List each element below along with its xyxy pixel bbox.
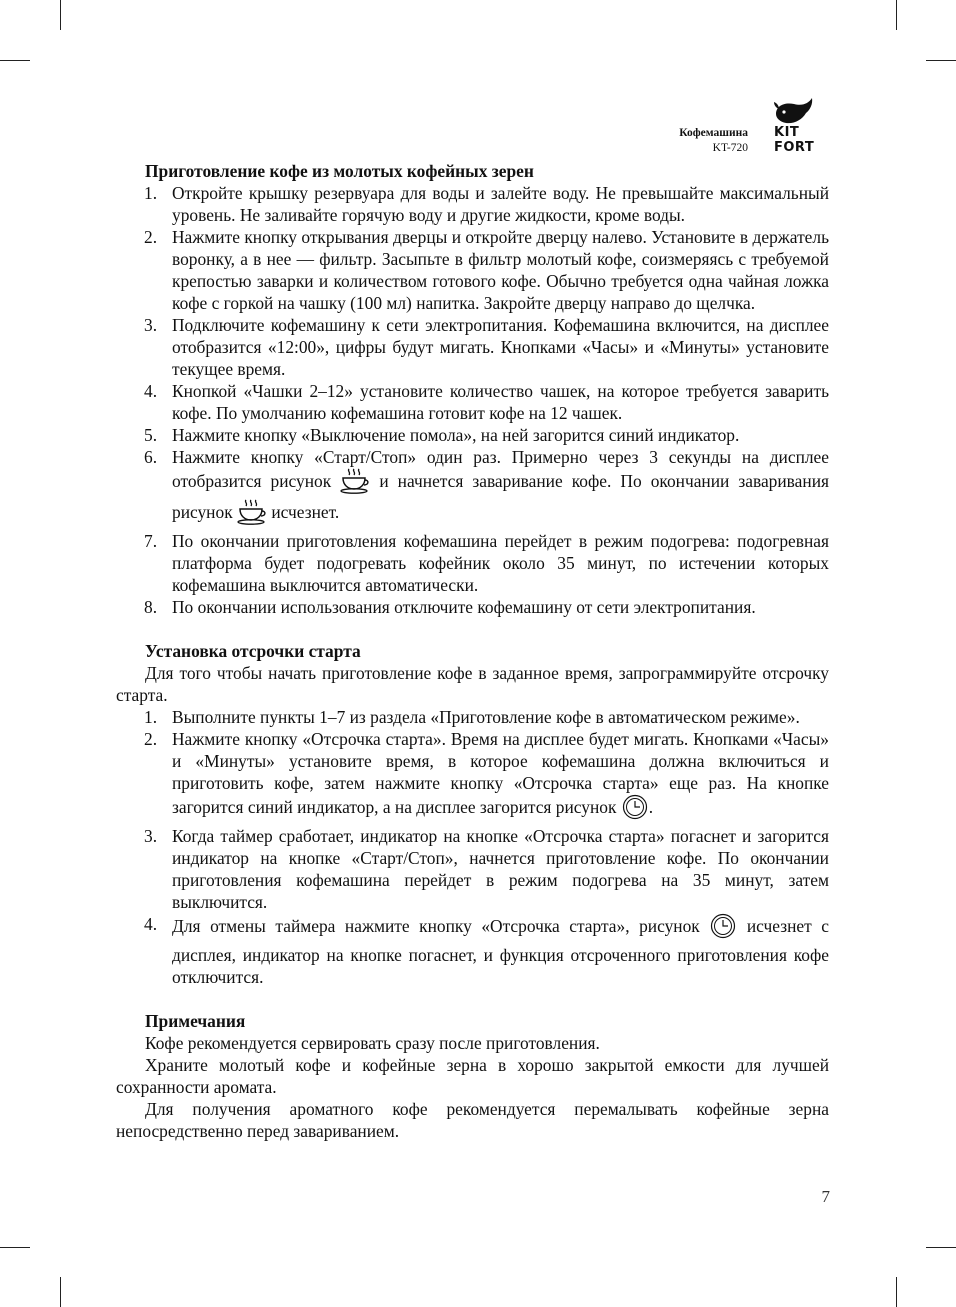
item-text: Нажмите кнопку открывания дверцы и откройте дверцу налево. Установите в держатель воронку, а в нее — фильтр. Засыпьте в фильтр молотый кофе, соизмеряясь с требуемой крепостью заварки и количеством готового кофе. Обычно требуется одна чайная ложка кофе с горкой на чашку (100 мл) напитка. Закройте дверцу направо до щелчка. [172, 227, 829, 313]
item-text: Когда таймер сработает, индикатор на кнопке «Отсрочка старта» погаснет и загорится индикатор на кнопке «Старт/Стоп», начнется приготовление кофе. По окончании приготовления кофемашина перейдет в режим подогрева на 35 минут, затем выключится. [172, 826, 829, 912]
list-item [116, 226, 829, 314]
item-text: Для отмены таймера нажмите кнопку «Отсрочка старта», рисунок [172, 916, 700, 936]
note-paragraph: Кофе рекомендуется сервировать сразу после приготовления. [145, 1033, 600, 1053]
list-item [116, 596, 829, 618]
list-item [116, 728, 829, 825]
item-number: 2. [144, 729, 158, 749]
coffee-cup-icon [340, 468, 370, 499]
list-item [116, 424, 829, 446]
page-header [600, 96, 832, 158]
intro-paragraph: Для того чтобы начать приготовление кофе в заданное время, запрограммируйте отсрочку старта. [116, 663, 829, 705]
item-number: 6. [144, 447, 158, 467]
note-paragraph: Храните молотый кофе и кофейные зерна в хорошо закрытой емкости для лучшей сохранности аромата. [116, 1055, 829, 1097]
item-number: 7. [144, 531, 158, 551]
item-text: Нажмите кнопку «Отсрочка старта». Время на дисплее будет мигать. Кнопками «Часы» и «Минуты» установите время, в которое кофемашина должна включиться и приготовить кофе, затем нажмите кнопку «Отсрочка старта» еще раз. На кнопке загорится синий индикатор, а на дисплее загорится рисунок [172, 729, 829, 817]
list-item [116, 825, 829, 913]
item-number: 3. [144, 826, 158, 846]
item-text: По окончании использования отключите кофемашину от сети электропитания. [172, 597, 756, 617]
item-number: 2. [144, 227, 158, 247]
logo-line: KIT [774, 125, 800, 140]
crop-mark [926, 1247, 956, 1248]
logo-text [774, 125, 834, 155]
item-number: 1. [144, 707, 158, 727]
item-number: 5. [144, 425, 158, 445]
item-text: и начнется заваривание кофе. По окончании заваривания рисунок [172, 471, 829, 522]
page-content [116, 160, 829, 1142]
crop-mark [896, 1277, 897, 1307]
logo-line: FORT [774, 140, 815, 155]
item-number: 4. [144, 381, 158, 401]
item-text: исчезнет с дисплея, индикатор на кнопке погаснет, и функция отсроченного приготовления кофе отключится. [172, 916, 829, 987]
product-label [679, 126, 748, 156]
list-item [116, 913, 829, 988]
item-text: Подключите кофемашину к сети электропитания. Кофемашина включится, на дисплее отобразится «12:00», цифры будут мигать. Кнопками «Часы» и «Минуты» установите текущее время. [172, 315, 829, 379]
list-item [116, 380, 829, 424]
list-item [116, 530, 829, 596]
item-text: Выполните пункты 1–7 из раздела «Приготовление кофе в автоматическом режиме». [172, 707, 800, 727]
list-item [116, 446, 829, 530]
clock-icon [621, 794, 649, 825]
item-text: По окончании приготовления кофемашина перейдет в режим подогрева: подогревная платформа будет подогревать кофейник около 35 минут, по истечении которых кофемашина выключится автоматически. [172, 531, 829, 595]
list-item [116, 314, 829, 380]
steps-list [116, 182, 829, 618]
crop-mark [0, 60, 30, 61]
note-paragraph: Для получения ароматного кофе рекомендуется перемалывать кофейные зерна непосредственно перед завариванием. [116, 1099, 829, 1141]
item-number: 4. [144, 914, 158, 934]
list-item [116, 706, 829, 728]
section-title: Примечания [145, 1011, 246, 1031]
brand-logo [762, 96, 832, 158]
item-text: Откройте крышку резервуара для воды и залейте воду. Не превышайте максимальный уровень. Не заливайте горячую воду и другие жидкости, кроме воды. [172, 183, 829, 225]
steps-list [116, 706, 829, 988]
item-text: Нажмите кнопку «Старт/Стоп» один раз. Примерно через 3 секунды на дисплее отобразится рисунок [172, 447, 829, 491]
item-number: 8. [144, 597, 158, 617]
clock-icon [709, 913, 737, 944]
product-model: KT-720 [712, 142, 748, 154]
section-title: Установка отсрочки старта [145, 641, 361, 661]
item-text: . [648, 797, 654, 817]
crop-mark [926, 60, 956, 61]
crop-mark [0, 1247, 30, 1248]
item-text: исчезнет. [271, 502, 340, 522]
whale-icon [772, 96, 816, 126]
item-number: 1. [144, 183, 158, 203]
item-text: Кнопкой «Чашки 2–12» установите количество чашек, на которое требуется заварить кофе. По умолчанию кофемашина готовит кофе на 12 чашек. [172, 381, 829, 423]
list-item [116, 182, 829, 226]
crop-mark [60, 1277, 61, 1307]
page-number: 7 [821, 1187, 830, 1206]
crop-mark [896, 0, 897, 30]
product-name: Кофемашина [679, 127, 748, 139]
coffee-cup-icon [237, 499, 267, 530]
crop-mark [60, 0, 61, 30]
section-title: Приготовление кофе из молотых кофейных зерен [145, 161, 534, 181]
item-number: 3. [144, 315, 158, 335]
item-text: Нажмите кнопку «Выключение помола», на ней загорится синий индикатор. [172, 425, 740, 445]
